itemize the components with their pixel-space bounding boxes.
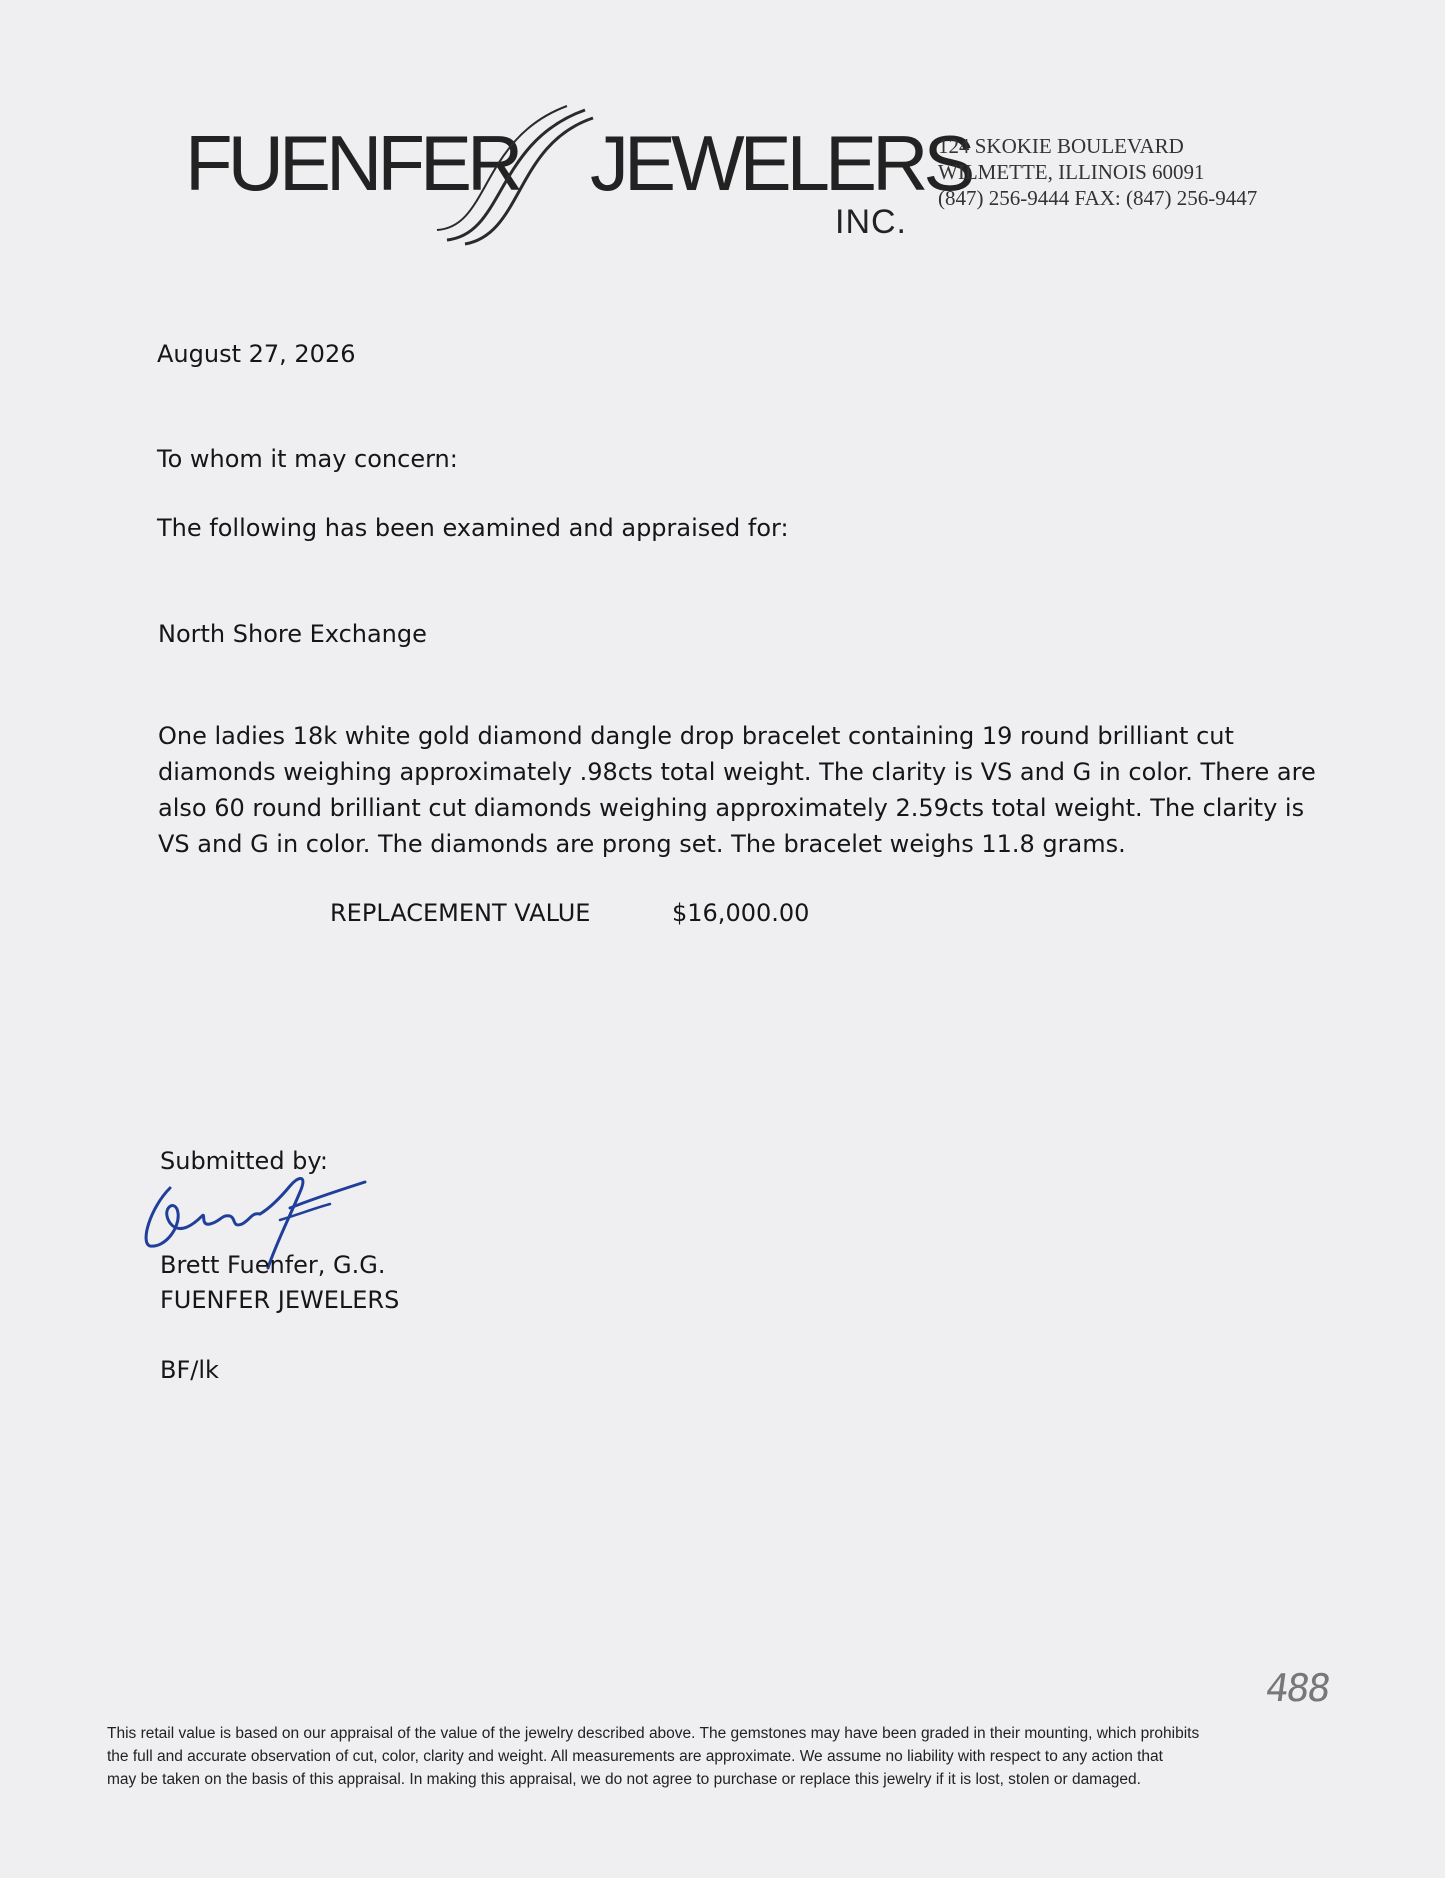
signer-name: Brett Fuenfer, G.G.	[160, 1251, 386, 1279]
description-line: diamonds weighing approximately .98cts total weight. The clarity is VS and G in color. There are	[158, 758, 1316, 786]
signer-company: FUENFER JEWELERS	[160, 1286, 400, 1314]
address-street: 124 SKOKIE BOULEVARD	[938, 134, 1184, 158]
logo-word-jewelers: JEWELERS	[590, 119, 971, 207]
disclaimer	[107, 1722, 1347, 1791]
description-line: also 60 round brilliant cut diamonds weighing approximately 2.59cts total weight. The clarity is	[158, 794, 1305, 822]
intro-line: The following has been examined and appraised for:	[157, 514, 789, 542]
logo-word-fuenfer: FUENFER	[185, 119, 519, 207]
disclaimer-line: may be taken on the basis of this appraisal. In making this appraisal, we do not agree to purchase or replace this jewelry if it is lost, stolen or damaged.	[107, 1771, 1141, 1788]
description-line: One ladies 18k white gold diamond dangle drop bracelet containing 19 round brilliant cut	[158, 722, 1234, 750]
address-city: WILMETTE, ILLINOIS 60091	[938, 160, 1205, 184]
recipient-name: North Shore Exchange	[158, 620, 427, 648]
address-phone-fax: (847) 256-9444 FAX: (847) 256-9447	[938, 186, 1258, 210]
company-address	[938, 133, 1257, 211]
logo-inc: INC.	[835, 203, 907, 241]
disclaimer-line: This retail value is based on our appraisal of the value of the jewelry described above. The gemstones may have been graded in their mounting, which prohibits	[107, 1725, 1200, 1742]
replacement-value-label: REPLACEMENT VALUE	[330, 899, 591, 927]
letter-date: August 27, 2026	[157, 340, 356, 368]
replacement-value-amount: $16,000.00	[672, 899, 810, 927]
description-line: VS and G in color. The diamonds are prong set. The bracelet weighs 11.8 grams.	[158, 830, 1126, 858]
logo-swoosh-icon	[435, 102, 595, 252]
handwritten-page-number: 488	[1262, 1666, 1332, 1710]
salutation: To whom it may concern:	[157, 445, 458, 473]
item-description	[158, 718, 1316, 862]
disclaimer-line: the full and accurate observation of cut, color, clarity and weight. All measurements are approximate. We assume no liability with respect to any action that	[107, 1748, 1163, 1765]
company-logo	[185, 102, 971, 252]
submitted-by-label: Submitted by:	[160, 1147, 328, 1175]
typist-initials: BF/lk	[160, 1356, 219, 1384]
